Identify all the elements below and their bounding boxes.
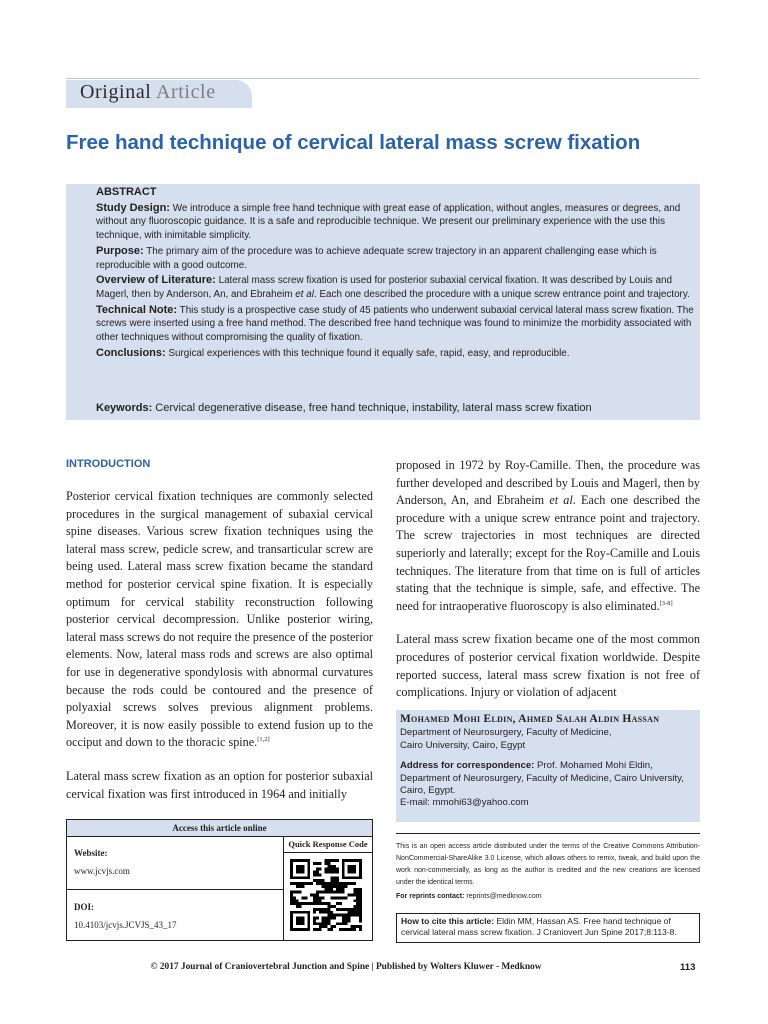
intro-paragraph-1 [66, 488, 373, 752]
article-type-word1: Original [80, 81, 152, 103]
citation-text: Eldin MM, Hassan AS. Free hand technique of cervical lateral mass screw fixation. J Craniovert Jun Spine 2017;8:113-8. [401, 916, 677, 937]
correspondence-dept: Department of Neurosurgery, Faculty of Medicine, Cairo University, [400, 772, 684, 784]
correspondence-email[interactable]: E-mail: mmohi63@yahoo.com [400, 797, 529, 809]
abstract-content [96, 186, 694, 362]
intro-paragraph-3 [396, 457, 700, 615]
article-type-word2: Article [155, 81, 216, 103]
authors: Mohamed Mohi Eldin, Ahmed Salah Aldin Hassan [400, 713, 660, 725]
correspondence-label: Address for correspondence: [400, 760, 535, 772]
license-rule [396, 833, 700, 834]
license-text: This is an open access article distributed under the terms of the Creative Commons Attribution-NonCommercial-ShareAlike 3.0 License, which allows others to remix, tweak, and build upon the work non-commercially, as long as the author is credited and the new creations are licensed under the identical terms. [396, 843, 700, 886]
section-text: . Each one described the procedure with a unique screw entrance point and trajectory. [313, 288, 690, 300]
affiliation-content [400, 713, 696, 810]
intro-paragraph-4: Lateral mass screw fixation became one of the most common procedures of posterior cervical fixation worldwide. Despite reported success, lateral mass screw fixation is not free of complications. Injury or violation of adjacent [396, 632, 700, 700]
paragraph-text: proposed in 1972 by Roy-Camille. Then, the procedure was further developed and described by Louis and Magerl, then by Anderson, An, and Ebraheim [396, 458, 700, 508]
section-text: Surgical experiences with this technique found it equally safe, rapid, easy, and reproducible. [165, 347, 570, 359]
page-number: 113 [680, 962, 696, 973]
abstract-conclusions [96, 347, 694, 361]
affiliation-university: Cairo University, Cairo, Egypt [400, 739, 526, 751]
section-text: This study is a prospective case study of 45 patients who underwent subaxial cervical lateral mass screw fixation. The screws were inserted using a free hand method. The described free hand technique was found to minimize the morbidity associated with other techniques without compromising the quality of fixation. [96, 304, 694, 344]
paragraph-italic: et al [549, 493, 573, 508]
access-online-box [66, 819, 373, 941]
footer-journal: © 2017 Journal of Craniovertebral Junction and Spine | Published by Wolters Kluwer - Medknow [150, 962, 542, 972]
section-label: Technical Note: [96, 303, 178, 316]
reference: [3-8] [659, 599, 673, 607]
keywords [96, 402, 592, 414]
reprints [396, 893, 542, 900]
doi-link[interactable]: 10.4103/jcvjs.JCVJS_43_17 [74, 920, 177, 930]
article-title: Free hand technique of cervical lateral mass screw fixation [66, 131, 641, 154]
article-type-label [80, 81, 216, 104]
citation-label: How to cite this article: [401, 916, 495, 926]
access-row-divider [67, 889, 283, 890]
reprints-label: For reprints contact: [396, 893, 465, 900]
keywords-label: Keywords: [96, 402, 153, 414]
left-column [66, 488, 373, 819]
qr-code [290, 859, 362, 931]
intro-paragraph-2: Lateral mass screw fixation as an option for posterior subaxial cervical fixation was first introduced in 1964 and initially [66, 768, 373, 801]
section-text: Lateral mass screw fixation is used for posterior subaxial cervical fixation. It was described by Louis and Magerl, then by Anderson, An, and Ebraheim [96, 275, 672, 300]
right-column [396, 457, 700, 718]
section-label: Overview of Literature: [96, 274, 216, 287]
doi-label: DOI: [74, 902, 94, 912]
keywords-text: Cervical degenerative disease, free hand technique, instability, lateral mass screw fixation [152, 402, 592, 414]
abstract-technical-note [96, 304, 694, 345]
qr-label: Quick Response Code [284, 836, 372, 853]
access-heading: Access this article online [67, 820, 372, 837]
section-text: We introduce a simple free hand technique with great ease of application, without angles, measures or degrees, and without any fluoroscopic guidance. It is a safe and reproducible technique. We present our preliminary experience with the use this technique, with inimitable simplicity. [96, 202, 681, 242]
paragraph-text: . Each one described the procedure with a unique screw entrance point and trajectory. The screw trajectories in most techniques are directed superiorly and laterally; except for the Roy-Camille and Louis techniques. The literature from that time on is full of articles stating that the technique is simple, safe, and effective. The need for intraoperative fluoroscopy is also eliminated. [396, 493, 700, 613]
introduction-heading: INTRODUCTION [66, 458, 151, 470]
abstract-study-design [96, 202, 694, 243]
affiliation-dept: Department of Neurosurgery, Faculty of Medicine, [400, 727, 612, 739]
section-italic: et al [295, 288, 314, 300]
abstract-heading: ABSTRACT [96, 186, 157, 198]
correspondence-name: Prof. Mohamed Mohi Eldin, [534, 760, 653, 772]
website-link[interactable]: www.jcvjs.com [74, 866, 130, 876]
citation-box [396, 913, 700, 943]
header-rule [66, 78, 700, 79]
website-label: Website: [74, 848, 108, 858]
abstract-purpose [96, 245, 694, 272]
correspondence-city: Cairo, Egypt. [400, 785, 456, 797]
section-label: Conclusions: [96, 346, 166, 359]
section-text: The primary aim of the procedure was to achieve adequate screw trajectory in an apparent challenging ease which is reproducible with a good outcome. [96, 245, 657, 271]
reference: [1,2] [257, 736, 270, 744]
paragraph-text: Posterior cervical fixation techniques are commonly selected procedures in the surgical management of subaxial cervical spine diseases. Various screw fixation techniques using the lateral mass screw, pedicle screw, and transarticular screw are being used. Lateral mass screw fixation became the standard method for posterior cervical spine fixation. It is especially optimum for cervical stability reconstruction following posterior cervical decompression. Unlike posterior wiring, lateral mass screws do not require the presence of the posterior elements. Now, lateral mass rods and screws are also optimal for use in degenerative spondylosis with abnormal curvatures because the rods could be contoured and the presence of polyaxial screws solves previous alignment problems. Moreover, it is now easily possible to extend fusion up to the occiput and down to the thoracic spine. [66, 489, 373, 750]
correspondence [400, 760, 696, 772]
reprints-email[interactable]: reprints@medknow.com [464, 893, 542, 900]
abstract-overview [96, 274, 694, 301]
section-label: Study Design: [96, 201, 170, 214]
section-label: Purpose: [96, 244, 144, 257]
